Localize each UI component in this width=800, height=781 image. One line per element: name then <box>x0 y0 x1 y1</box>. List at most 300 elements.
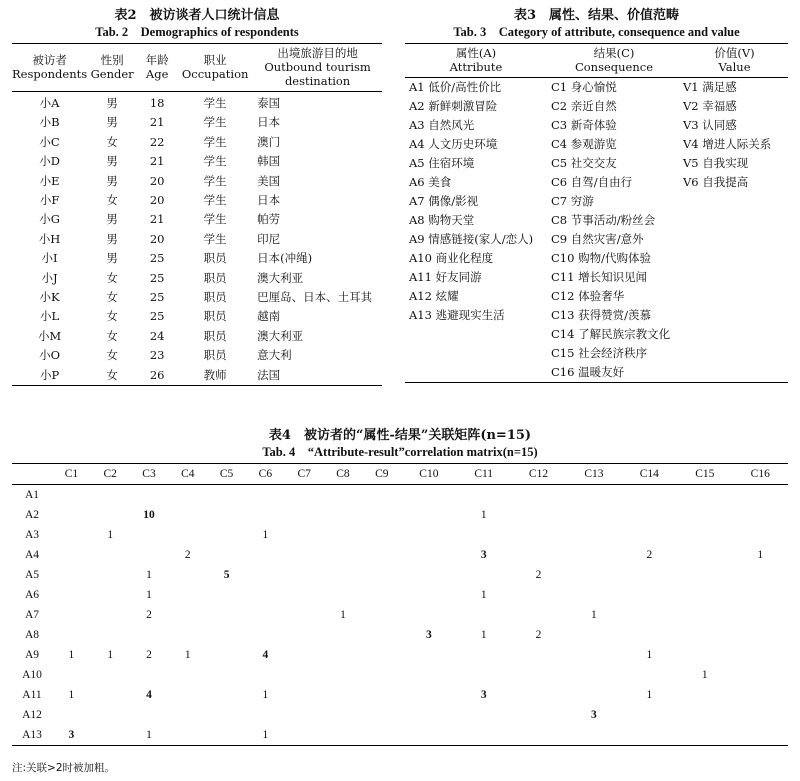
matrix-cell <box>207 525 246 545</box>
row-label: A11 <box>22 689 42 701</box>
value-cell: V6 自我提高 <box>683 175 749 189</box>
matrix-cell <box>246 605 285 625</box>
value-cell: V2 幸福感 <box>683 99 737 113</box>
table-row <box>12 191 382 210</box>
respondent-cell: 小L <box>40 309 60 324</box>
matrix-cell: 3 <box>591 709 597 721</box>
table-row <box>12 645 788 665</box>
row-label: A7 <box>24 609 40 621</box>
gender-cell: 男 <box>106 231 118 246</box>
table-row <box>405 173 788 192</box>
table-row <box>12 685 788 705</box>
destination-cell: 澳大利亚 <box>257 328 304 343</box>
attribute-cell: A11 好友同游 <box>409 270 482 284</box>
value-cell <box>681 325 788 344</box>
table2-title-en: Tab. 2 Demographics of respondents <box>95 25 299 39</box>
matrix-cell <box>207 645 246 665</box>
matrix-cell <box>285 645 324 665</box>
matrix-cell <box>401 725 456 746</box>
matrix-cell <box>457 665 511 685</box>
matrix-cell: 2 <box>646 549 653 561</box>
consequence-cell: C7 穷游 <box>551 194 594 208</box>
table-row <box>405 97 788 116</box>
table-row <box>12 307 382 326</box>
respondent-cell: 小G <box>39 212 60 227</box>
column-header: C2 <box>91 464 130 485</box>
matrix-cell <box>130 545 169 565</box>
matrix-cell <box>91 505 130 525</box>
destination-cell: 澳大利亚 <box>257 270 304 285</box>
matrix-cell <box>324 525 363 545</box>
age-cell: 23 <box>149 348 165 363</box>
matrix-cell <box>285 565 324 585</box>
table-row <box>12 269 382 288</box>
header-consequence: 结果(C) Consequence <box>547 44 681 78</box>
category-table <box>405 43 788 383</box>
matrix-cell: 1 <box>701 669 708 681</box>
matrix-cell <box>622 505 677 525</box>
respondent-cell: 小H <box>38 231 61 246</box>
table-row <box>12 249 382 268</box>
matrix-cell <box>401 505 456 525</box>
matrix-cell: 1 <box>480 589 487 601</box>
matrix-cell: 1 <box>146 589 152 601</box>
row-label: A6 <box>24 589 40 601</box>
column-header: C10 <box>401 464 456 485</box>
age-cell: 21 <box>149 212 165 227</box>
matrix-cell: 1 <box>68 689 75 701</box>
matrix-cell <box>130 525 169 545</box>
matrix-cell <box>52 505 91 525</box>
gender-cell: 男 <box>106 173 118 188</box>
occupation-cell: 职员 <box>203 348 227 363</box>
matrix-cell <box>285 585 324 605</box>
matrix-cell <box>511 685 566 705</box>
matrix-cell <box>207 685 246 705</box>
table-row <box>12 725 788 746</box>
gender-cell: 男 <box>106 251 118 266</box>
gender-cell: 女 <box>106 134 118 149</box>
column-header: C6 <box>246 464 285 485</box>
attribute-cell: A6 美食 <box>409 175 452 189</box>
table-row <box>405 135 788 154</box>
matrix-cell <box>52 605 91 625</box>
header-gender: 性别 Gender <box>87 44 137 92</box>
value-cell <box>681 192 788 211</box>
column-header: C15 <box>677 464 732 485</box>
row-label: A2 <box>24 509 40 521</box>
respondent-cell: 小A <box>39 96 60 110</box>
respondent-cell: 小P <box>39 367 60 382</box>
matrix-cell <box>91 565 130 585</box>
table4-title-cn: 表4 被访者的“属性-结果”关联矩阵(n=15) <box>268 428 532 443</box>
matrix-cell <box>732 665 788 685</box>
attribute-cell <box>405 344 547 363</box>
matrix-cell <box>732 705 788 725</box>
matrix-cell <box>677 545 732 565</box>
matrix-cell <box>511 665 566 685</box>
table-row <box>405 78 788 98</box>
table-row <box>405 306 788 325</box>
matrix-cell <box>324 685 363 705</box>
table-row <box>405 230 788 249</box>
matrix-cell <box>732 725 788 746</box>
matrix-cell <box>324 485 363 506</box>
matrix-cell: 3 <box>426 629 432 641</box>
matrix-cell <box>52 625 91 645</box>
matrix-cell <box>52 545 91 565</box>
respondent-cell: 小O <box>39 348 61 363</box>
matrix-cell <box>130 705 169 725</box>
table-row <box>405 344 788 363</box>
matrix-cell: 1 <box>184 649 191 661</box>
matrix-cell <box>168 665 207 685</box>
row-label: A1 <box>24 489 40 501</box>
table-row <box>12 230 382 249</box>
table-row <box>405 192 788 211</box>
matrix-cell <box>52 705 91 725</box>
matrix-cell <box>677 565 732 585</box>
occupation-cell: 职员 <box>203 328 227 343</box>
consequence-cell: C5 社交交友 <box>551 156 617 170</box>
matrix-cell <box>457 605 511 625</box>
matrix-cell <box>285 685 324 705</box>
matrix-cell <box>168 505 207 525</box>
matrix-cell: 2 <box>535 629 542 641</box>
age-cell: 20 <box>149 231 165 246</box>
table2-body <box>12 92 382 386</box>
matrix-cell <box>168 725 207 746</box>
matrix-cell <box>732 505 788 525</box>
matrix-cell <box>566 525 621 545</box>
matrix-cell <box>130 625 169 645</box>
matrix-cell <box>52 565 91 585</box>
matrix-cell <box>566 645 621 665</box>
table-row <box>12 92 382 114</box>
attribute-cell <box>405 363 547 383</box>
table-row <box>12 525 788 545</box>
matrix-cell: 1 <box>68 649 75 661</box>
table-row <box>12 705 788 725</box>
gender-cell: 女 <box>106 328 118 343</box>
occupation-cell: 学生 <box>203 134 227 149</box>
matrix-cell <box>362 725 401 746</box>
matrix-cell <box>362 685 401 705</box>
table-row <box>405 249 788 268</box>
matrix-cell <box>246 625 285 645</box>
matrix-cell <box>677 485 732 506</box>
row-label: A10 <box>22 669 42 681</box>
table2-title-cn: 表2 被访谈者人口统计信息 <box>114 8 280 23</box>
matrix-cell <box>566 545 621 565</box>
matrix-cell: 1 <box>262 529 269 541</box>
column-header: C13 <box>566 464 621 485</box>
matrix-cell <box>362 565 401 585</box>
attribute-cell: A12 炫耀 <box>409 289 459 303</box>
table-row <box>405 325 788 344</box>
destination-cell: 泰国 <box>257 96 281 110</box>
gender-cell: 男 <box>106 115 118 130</box>
consequence-cell: C13 获得赞赏/羡慕 <box>551 308 651 322</box>
respondent-cell: 小I <box>41 251 58 266</box>
matrix-cell: 1 <box>646 649 653 661</box>
attribute-cell: A10 商业化程度 <box>409 251 494 265</box>
matrix-cell: 1 <box>107 649 114 661</box>
matrix-cell: 4 <box>146 689 152 701</box>
matrix-cell <box>622 665 677 685</box>
consequence-cell: C12 体验奢华 <box>551 289 625 303</box>
matrix-cell: 4 <box>262 649 269 661</box>
age-cell: 18 <box>149 96 165 110</box>
matrix-cell <box>362 525 401 545</box>
table-row <box>12 665 788 685</box>
matrix-cell <box>324 625 363 645</box>
matrix-cell <box>401 645 456 665</box>
age-cell: 20 <box>149 173 165 188</box>
matrix-cell <box>207 485 246 506</box>
matrix-cell <box>732 585 788 605</box>
matrix-cell <box>246 665 285 685</box>
matrix-cell <box>207 625 246 645</box>
matrix-cell: 2 <box>535 569 542 581</box>
value-cell <box>681 344 788 363</box>
matrix-cell <box>566 665 621 685</box>
attribute-cell: A4 人文历史环境 <box>409 137 498 151</box>
row-label: A12 <box>22 709 42 721</box>
respondent-cell: 小E <box>39 173 60 188</box>
matrix-cell <box>677 685 732 705</box>
matrix-cell <box>622 485 677 506</box>
matrix-cell: 2 <box>146 649 152 661</box>
matrix-cell <box>168 565 207 585</box>
matrix-cell <box>168 585 207 605</box>
matrix-cell <box>324 565 363 585</box>
table3-block <box>405 8 788 383</box>
occupation-cell: 学生 <box>203 173 227 188</box>
matrix-cell <box>401 685 456 705</box>
age-cell: 26 <box>149 367 165 382</box>
matrix-cell <box>622 565 677 585</box>
matrix-cell <box>677 525 732 545</box>
matrix-cell <box>285 625 324 645</box>
attribute-cell: A7 偶像/影视 <box>409 194 479 208</box>
header-value: 价值(V) Value <box>681 44 788 78</box>
matrix-cell <box>168 525 207 545</box>
table-row <box>12 113 382 132</box>
matrix-cell <box>732 565 788 585</box>
matrix-cell: 1 <box>340 609 346 621</box>
matrix-cell: 3 <box>480 689 487 701</box>
attribute-cell: A9 情感链接(家人/恋人) <box>409 232 534 246</box>
matrix-cell <box>91 685 130 705</box>
table-row <box>12 366 382 386</box>
destination-cell: 巴厘岛、日本、土耳其 <box>257 290 373 305</box>
table-row <box>12 565 788 585</box>
table-row <box>12 485 788 506</box>
value-cell: V3 认同感 <box>683 118 737 132</box>
matrix-cell <box>457 725 511 746</box>
matrix-cell <box>732 645 788 665</box>
matrix-cell: 10 <box>143 509 155 521</box>
gender-cell: 女 <box>106 290 118 305</box>
matrix-cell <box>511 545 566 565</box>
consequence-cell: C3 新奇体验 <box>551 118 617 132</box>
corner-cell <box>12 464 52 485</box>
matrix-cell <box>91 485 130 506</box>
age-cell: 24 <box>149 328 165 343</box>
matrix-cell <box>207 605 246 625</box>
gender-cell: 女 <box>106 309 118 324</box>
matrix-cell <box>285 725 324 746</box>
matrix-cell <box>246 585 285 605</box>
matrix-cell <box>401 485 456 506</box>
respondent-cell: 小C <box>39 134 60 149</box>
destination-cell: 韩国 <box>257 154 281 169</box>
matrix-cell <box>457 645 511 665</box>
row-label: A3 <box>24 529 40 541</box>
row-label: A5 <box>24 569 40 581</box>
respondent-cell: 小M <box>37 328 62 343</box>
matrix-cell <box>732 625 788 645</box>
table-row <box>12 172 382 191</box>
matrix-cell: 1 <box>757 549 764 561</box>
matrix-cell: 1 <box>146 729 152 741</box>
gender-cell: 女 <box>106 367 118 382</box>
gender-cell: 女 <box>106 193 118 208</box>
respondent-cell: 小D <box>39 154 60 169</box>
attribute-cell: A13 逃避现实生活 <box>409 308 505 322</box>
matrix-cell <box>677 505 732 525</box>
matrix-cell <box>362 585 401 605</box>
value-cell <box>681 287 788 306</box>
occupation-cell: 职员 <box>203 251 227 266</box>
matrix-cell <box>362 705 401 725</box>
destination-cell: 澳门 <box>257 134 281 149</box>
matrix-cell <box>207 545 246 565</box>
value-cell <box>681 306 788 325</box>
column-header: C16 <box>732 464 788 485</box>
matrix-cell <box>285 665 324 685</box>
matrix-cell <box>91 705 130 725</box>
column-header: C3 <box>130 464 169 485</box>
matrix-cell <box>732 485 788 506</box>
matrix-cell <box>324 705 363 725</box>
matrix-cell <box>91 665 130 685</box>
matrix-cell <box>511 505 566 525</box>
matrix-cell <box>324 645 363 665</box>
occupation-cell: 教师 <box>203 367 227 382</box>
table-row <box>12 327 382 346</box>
matrix-cell <box>732 605 788 625</box>
destination-cell: 美国 <box>257 173 281 188</box>
matrix-cell: 2 <box>184 549 191 561</box>
age-cell: 21 <box>149 154 165 169</box>
matrix-cell <box>566 625 621 645</box>
respondent-cell: 小J <box>41 270 58 285</box>
table4-body <box>12 485 788 746</box>
matrix-cell <box>285 505 324 525</box>
value-cell: V5 自我实现 <box>683 156 749 170</box>
matrix-cell <box>362 485 401 506</box>
matrix-cell <box>457 485 511 506</box>
value-cell <box>681 268 788 287</box>
column-header: C11 <box>457 464 511 485</box>
table-row <box>12 288 382 307</box>
destination-cell: 日本(冲绳) <box>257 251 313 266</box>
consequence-cell: C2 亲近自然 <box>551 99 617 113</box>
matrix-cell: 1 <box>262 729 269 741</box>
header-destination: 出境旅游目的地 Outbound tourism destination <box>253 44 382 92</box>
age-cell: 25 <box>149 309 165 324</box>
occupation-cell: 学生 <box>203 231 227 246</box>
destination-cell: 帕劳 <box>257 212 281 227</box>
age-cell: 21 <box>149 115 165 130</box>
matrix-cell <box>130 665 169 685</box>
matrix-cell <box>401 565 456 585</box>
occupation-cell: 学生 <box>203 193 227 208</box>
matrix-cell <box>285 605 324 625</box>
matrix-cell <box>732 685 788 705</box>
matrix-cell <box>246 545 285 565</box>
table-row <box>12 505 788 525</box>
table4-header-row <box>12 464 788 485</box>
matrix-cell <box>168 705 207 725</box>
consequence-cell: C4 参观游览 <box>551 137 617 151</box>
age-cell: 20 <box>149 193 165 208</box>
matrix-cell: 1 <box>146 569 152 581</box>
matrix-cell <box>130 485 169 506</box>
matrix-cell <box>285 525 324 545</box>
column-header: C8 <box>324 464 363 485</box>
matrix-cell <box>246 505 285 525</box>
consequence-cell: C16 温暖友好 <box>551 365 625 379</box>
table-row <box>405 154 788 173</box>
matrix-cell <box>362 665 401 685</box>
matrix-cell <box>362 625 401 645</box>
occupation-cell: 学生 <box>203 212 227 227</box>
consequence-cell: C8 节事活动/粉丝会 <box>551 213 656 227</box>
table4-block <box>12 428 788 746</box>
matrix-cell <box>285 485 324 506</box>
attribute-cell: A1 低价/高性价比 <box>409 80 502 94</box>
column-header: C12 <box>511 464 566 485</box>
matrix-cell <box>622 725 677 746</box>
table-row <box>405 287 788 306</box>
table-row <box>12 545 788 565</box>
matrix-cell <box>207 665 246 685</box>
matrix-cell <box>401 525 456 545</box>
header-age: 年龄 Age <box>137 44 177 92</box>
matrix-cell: 1 <box>591 609 597 621</box>
attribute-cell: A2 新鲜刺激冒险 <box>409 99 498 113</box>
matrix-cell <box>457 565 511 585</box>
gender-cell: 男 <box>106 96 118 110</box>
matrix-cell <box>401 585 456 605</box>
matrix-cell <box>511 645 566 665</box>
table-row <box>12 152 382 171</box>
matrix-cell <box>511 725 566 746</box>
matrix-cell <box>511 485 566 506</box>
age-cell: 25 <box>149 251 165 266</box>
matrix-cell <box>246 565 285 585</box>
matrix-cell <box>52 525 91 545</box>
matrix-cell: 1 <box>107 529 114 541</box>
matrix-cell <box>566 565 621 585</box>
destination-cell: 印尼 <box>257 231 281 246</box>
matrix-cell: 1 <box>480 629 487 641</box>
header-occupation: 职业 Occupation <box>177 44 253 92</box>
consequence-cell: C1 身心愉悦 <box>551 80 617 94</box>
